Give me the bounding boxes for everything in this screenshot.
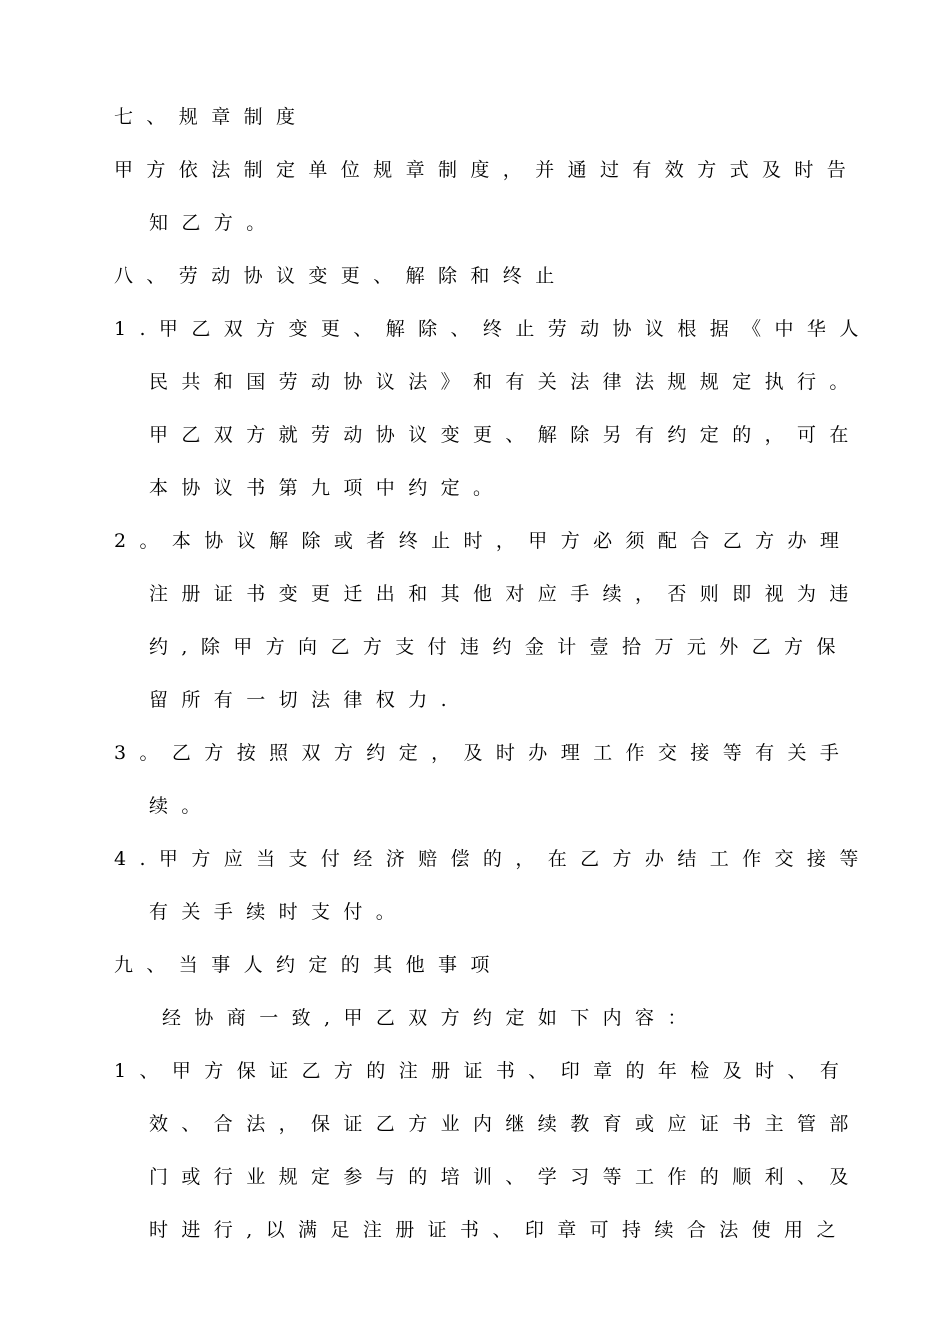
paragraph-line: 约,除甲方向乙方支付违约金计壹拾万元外乙方保 — [149, 636, 849, 658]
paragraph-line: 效、合法，保证乙方业内继续教育或应证书主管部 — [149, 1113, 862, 1135]
paragraph-line: 民共和国劳动协议法》和有关法律法规规定执行。 — [149, 371, 862, 393]
paragraph-line: 注册证书变更迁出和其他对应手续，否则即视为违 — [149, 583, 862, 605]
section-heading-7: 七、规章制度 — [114, 106, 309, 128]
list-item-1: 1、甲方保证乙方的注册证书、印章的年检及时、有 — [114, 1060, 853, 1082]
paragraph-line: 门或行业规定参与的培训、学习等工作的顺利、及 — [149, 1166, 862, 1188]
list-item-3: 3。乙方按照双方约定，及时办理工作交接等有关手 — [114, 742, 853, 764]
paragraph-line: 留所有一切法律权力. — [149, 689, 461, 711]
list-item-2: 2。本协议解除或者终止时，甲方必须配合乙方办理 — [114, 530, 853, 552]
list-item-4: 4.甲方应当支付经济赔偿的，在乙方办结工作交接等 — [114, 848, 872, 870]
list-item-1: 1.甲乙双方变更、解除、终止劳动协议根据《中华人 — [114, 318, 872, 340]
paragraph-line: 甲方依法制定单位规章制度，并通过有效方式及时告 — [114, 159, 860, 181]
paragraph-line: 时进行,以满足注册证书、印章可持续合法使用之 — [149, 1219, 849, 1241]
paragraph-line: 本协议书第九项中约定。 — [149, 477, 506, 499]
section-heading-8: 八、劳动协议变更、解除和终止 — [114, 265, 568, 287]
paragraph-line: 经协商一致,甲乙双方约定如下内容： — [162, 1007, 700, 1029]
paragraph-line: 甲乙双方就劳动协议变更、解除另有约定的，可在 — [149, 424, 862, 446]
paragraph-line: 续。 — [149, 795, 214, 817]
paragraph-line: 知乙方。 — [149, 212, 279, 234]
paragraph-line: 有关手续时支付。 — [149, 901, 409, 923]
section-heading-9: 九、当事人约定的其他事项 — [114, 954, 503, 976]
